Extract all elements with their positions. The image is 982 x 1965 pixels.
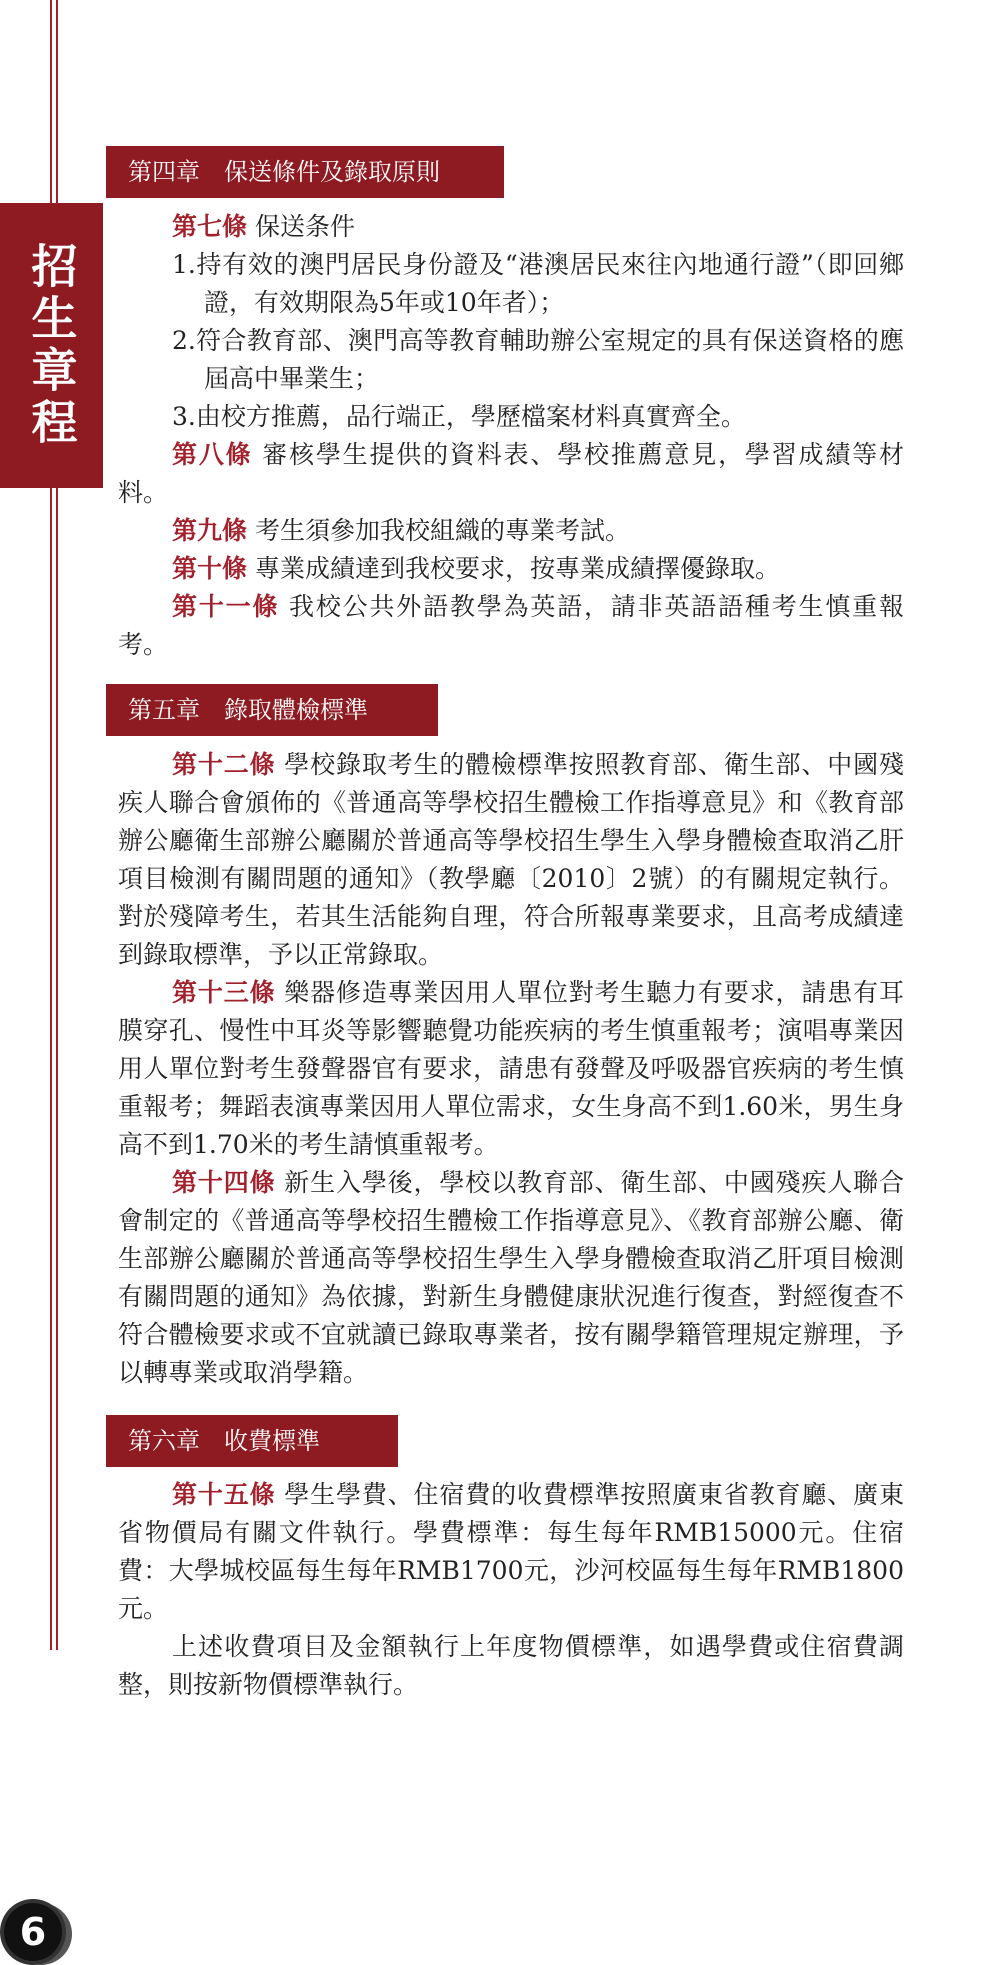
article-text: 專業成績達到我校要求，按專業成績擇優錄取。 — [247, 554, 780, 583]
list-item: 1.持有效的澳門居民身份證及“港澳居民來往內地通行證”（即回鄉證，有效期限為5年或10年者）； — [172, 250, 904, 317]
chapter-4-body — [118, 208, 904, 664]
article-13 — [118, 974, 904, 1164]
article-text: 考生須參加我校組織的專業考試。 — [247, 516, 630, 545]
article-label: 第十五條 — [172, 1480, 276, 1509]
article-label: 第七條 — [172, 212, 248, 241]
article-14 — [118, 1164, 904, 1392]
article-text: 新生入學後，學校以教育部、衛生部、中國殘疾人聯合會制定的《普通高等學校招生體檢工作指導意見》、《教育部辦公廳、衛生部辦公廳關於普通高等學校招生學生入學身體檢查取消乙肝項目檢測有關問題的通知》為依據，對新生身體健康狀況進行復查，對經復查不符合體檢要求或不宜就讀已錄取專業者，按有關學籍管理規定辦理，予以轉專業或取消學籍。 — [118, 1168, 904, 1387]
chapter-5-body — [118, 746, 904, 1392]
article-12 — [118, 746, 904, 974]
article-label: 第九條 — [172, 516, 248, 545]
article-label: 第十條 — [172, 554, 248, 583]
article-label: 第十二條 — [172, 750, 276, 779]
article-11 — [118, 588, 904, 664]
article-7 — [118, 208, 904, 246]
article-label: 第八條 — [172, 440, 253, 469]
chapter-6-body — [118, 1476, 904, 1704]
chapter-5-header: 第五章 錄取體檢標準 — [106, 684, 438, 736]
article-15 — [118, 1476, 904, 1628]
article-text: 樂器修造專業因用人單位對考生聽力有要求，請患有耳膜穿孔、慢性中耳炎等影響聽覺功能疾病的考生慎重報考；演唱專業因用人單位對考生發聲器官有要求，請患有發聲及呼吸器官疾病的考生慎重報考；舞蹈表演專業因用人單位需求，女生身高不到1.60米，男生身高不到1.70米的考生請慎重報考。 — [118, 978, 904, 1159]
side-section-tab — [0, 203, 103, 488]
fee-adjustment-note: 上述收費項目及金額執行上年度物價標準，如遇學費或住宿費調整，則按新物價標準執行。 — [118, 1632, 904, 1699]
article-9 — [118, 512, 904, 550]
list-item: 3.由校方推薦，品行端正，學歷檔案材料真實齊全。 — [172, 402, 746, 431]
article-text: 我校公共外語教學為英語，請非英語語種考生慎重報考。 — [118, 592, 904, 659]
article-10 — [118, 550, 904, 588]
page-number: 6 — [4, 1903, 62, 1961]
article-text: 保送条件 — [247, 212, 355, 241]
article-label: 第十三條 — [172, 978, 276, 1007]
article-label: 第十四條 — [172, 1168, 276, 1197]
chapter-4-header: 第四章 保送條件及錄取原則 — [106, 146, 504, 198]
list-item: 2.符合教育部、澳門高等教育輔助辦公室規定的具有保送資格的應屆高中畢業生； — [172, 326, 904, 393]
article-text: 審核學生提供的資料表、學校推薦意見，學習成績等材料。 — [118, 440, 904, 507]
article-text: 學生學費、住宿費的收費標準按照廣東省教育廳、廣東省物價局有關文件執行。學費標準：每生每年RMB15000元。住宿費：大學城校區每生每年RMB1700元，沙河校區每生每年RMB1800元。 — [118, 1480, 904, 1623]
chapter-6-header: 第六章 收費標準 — [106, 1415, 398, 1467]
side-section-title: 招生章程 — [24, 241, 79, 450]
article-text: 學校錄取考生的體檢標準按照教育部、衛生部、中國殘疾人聯合會頒佈的《普通高等學校招生體檢工作指導意見》和《教育部辦公廳衛生部辦公廳關於普通高等學校招生學生入學身體檢查取消乙肝項目檢測有關問題的通知》（教學廳〔2010〕2號）的有關規定執行。對於殘障考生，若其生活能夠自理，符合所報專業要求，且高考成績達到錄取標準，予以正常錄取。 — [118, 750, 904, 969]
article-8 — [118, 436, 904, 512]
article-label: 第十一條 — [172, 592, 280, 621]
